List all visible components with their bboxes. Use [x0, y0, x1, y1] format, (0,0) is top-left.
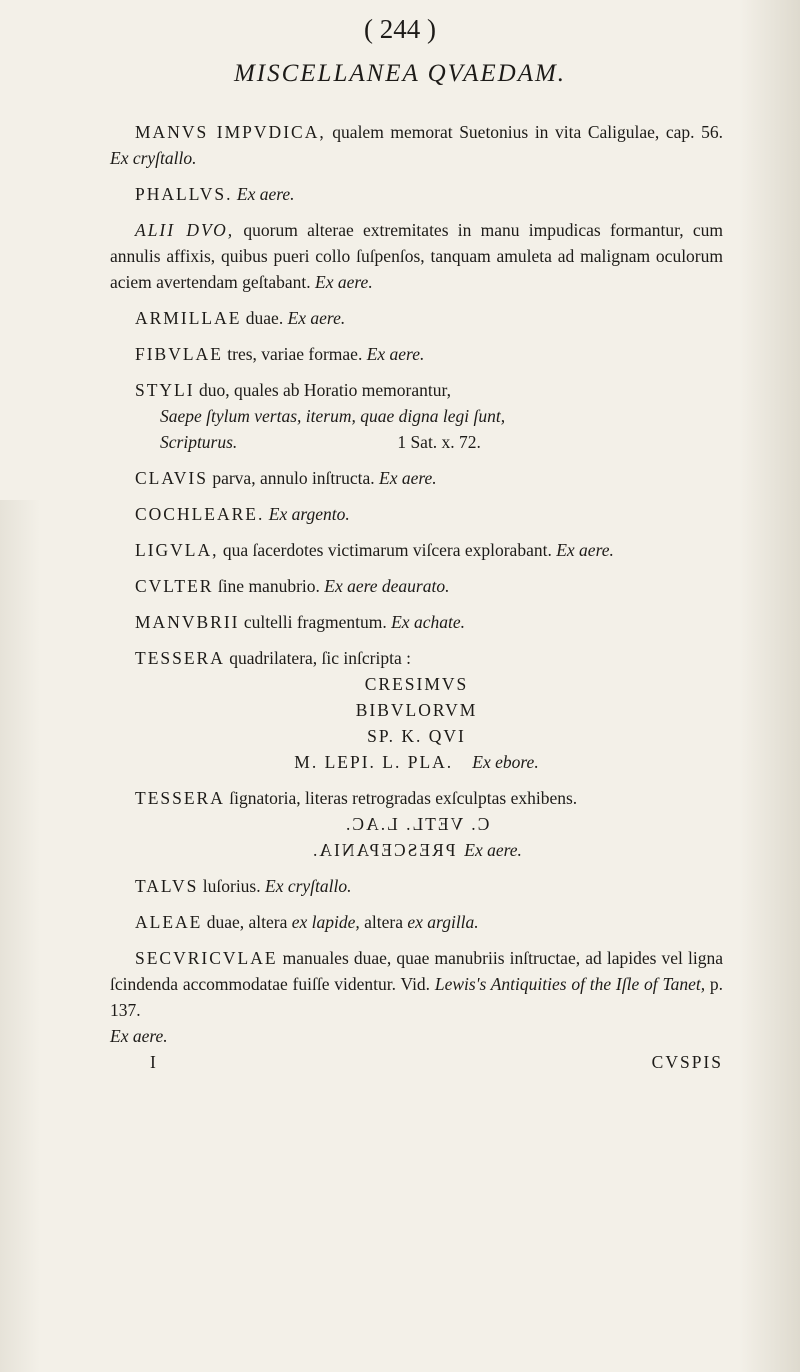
catchword: CVSPIS	[651, 1052, 723, 1072]
entry-label: TESSERA	[135, 788, 225, 808]
entry-tessera	[110, 645, 723, 671]
entry-label: ARMILLAE	[135, 308, 242, 328]
entry-label: TALVS	[135, 876, 199, 896]
entry-material: Ex argento.	[268, 504, 350, 524]
entry-clavis	[110, 465, 723, 491]
citation-title: Lewis's Antiquities of the Iſle of Tanet,	[434, 974, 706, 994]
entry-text: cultelli fragmentum.	[239, 612, 392, 632]
inscription-line: SP. K. QVI	[367, 726, 466, 746]
page-heading: MISCELLANEA QVAEDAM.	[233, 60, 567, 87]
entry-text: p. 137.	[110, 974, 724, 1020]
retrograde-text: C. VETL. L.AC.	[343, 814, 490, 834]
body-text	[110, 119, 723, 1075]
entry-material: Ex aere.	[366, 344, 425, 364]
entry-label: MANVS IMPVDICA,	[135, 122, 326, 142]
inscription-line	[110, 749, 723, 775]
entry-label: TESSERA	[135, 648, 225, 668]
entry-label: MANVBRII	[135, 612, 240, 632]
entry-material: Ex cryſtallo.	[265, 876, 352, 896]
entry-ligula	[110, 537, 723, 563]
final-material-line	[110, 1023, 723, 1049]
entry-material: Ex ebore.	[472, 752, 539, 772]
entry-tessera-signatoria	[110, 785, 723, 811]
entry-material: Ex aere.	[379, 468, 437, 488]
entry-text: luſorius.	[198, 876, 265, 896]
entry-label: CVLTER	[135, 576, 214, 596]
entry-text: qua ſacerdotes victimarum viſcera explorabant.	[218, 540, 557, 560]
verse-text: Scripturus.	[160, 432, 238, 452]
entry-label: SECVRICVLAE	[135, 948, 278, 968]
entry-text: altera	[359, 912, 408, 932]
entry-text: quadrilatera, ſic inſcripta :	[224, 648, 411, 668]
retrograde-line-2	[110, 837, 723, 863]
entry-material: Ex aere.	[315, 272, 373, 292]
entry-label: FIBVLAE	[135, 344, 223, 364]
entry-material: Ex aere.	[110, 1026, 168, 1046]
signature-mark: I	[150, 1052, 156, 1072]
entry-material: ex lapide,	[291, 912, 360, 932]
entry-manubrii	[110, 609, 723, 635]
entry-material: Ex aere.	[287, 308, 346, 328]
entry-cochleare	[110, 501, 723, 527]
page-number: ( 244 )	[364, 14, 436, 44]
entry-alii	[110, 217, 723, 295]
entry-material: Ex aere deaurato.	[324, 576, 450, 596]
entry-label: ALII DVO,	[135, 220, 235, 240]
entry-text: quorum alterae extremitates in manu impudicas formantur, cum annulis affixis, quibus pueri collo ſuſpenſos, tanquam amuleta ad malignam oculorum aciem avertendam geſtabant.	[110, 220, 723, 292]
entry-text: parva, annulo inſtructa.	[207, 468, 380, 488]
entry-label: LIGVLA,	[135, 540, 219, 560]
entry-text: duo, quales ab Horatio memorantur,	[194, 380, 451, 400]
entry-material: Ex achate.	[391, 612, 465, 632]
binding-shadow-left	[0, 500, 40, 1372]
entry-fibulae	[110, 341, 723, 367]
entry-armillae	[110, 305, 723, 331]
entry-label: COCHLEARE.	[135, 504, 265, 524]
entry-manus	[110, 119, 723, 171]
retrograde-line-1	[110, 811, 723, 837]
entry-material: Ex cryſtallo.	[110, 148, 197, 168]
entry-label: ALEAE	[135, 912, 203, 932]
entry-material: Ex aere.	[236, 184, 295, 204]
entry-label: PHALLVS.	[135, 184, 233, 204]
entry-aleae	[110, 909, 723, 935]
entry-text: qualem memorat Suetonius in vita Caligulae, cap. 56.	[325, 122, 723, 142]
entry-text: duae, altera	[202, 912, 292, 932]
entry-material: ex argilla.	[407, 912, 479, 932]
page-footer	[110, 1049, 723, 1075]
verse-text: Saepe ſtylum vertas, iterum, quae digna legi ſunt,	[160, 406, 506, 426]
retrograde-text: PRESCEPANIA.	[311, 840, 456, 860]
entry-text: ſine manubrio.	[213, 576, 325, 596]
entry-text: tres, variae formae.	[222, 344, 367, 364]
verse-line-1	[110, 403, 723, 429]
entry-phallus	[110, 181, 723, 207]
page-edge-shadow	[740, 0, 800, 1372]
entry-securiculae	[110, 945, 723, 1023]
entry-styli	[110, 377, 723, 403]
entry-material: Ex aere.	[556, 540, 614, 560]
entry-text: duae.	[241, 308, 288, 328]
entry-talus	[110, 873, 723, 899]
verse-line-2	[110, 429, 723, 455]
entry-culter	[110, 573, 723, 599]
verse-reference: 1 Sat. x. 72.	[397, 432, 481, 452]
entry-text: ſignatoria, literas retrogradas exſculptas exhibens.	[224, 788, 578, 808]
entry-label: STYLI	[135, 380, 195, 400]
entry-label: CLAVIS	[135, 468, 208, 488]
inscription-text: M. LEPI. L. PLA.	[294, 752, 454, 772]
entry-text: manuales duae, quae manubriis inſtructae, ad lapides vel ligna ſcindenda accommodatae fuiſſe videntur. Vid.	[110, 948, 723, 994]
inscription-line: BIBVLORVM	[355, 700, 478, 720]
inscription-line: CRESIMVS	[364, 674, 469, 694]
entry-material: Ex aere.	[464, 840, 522, 860]
